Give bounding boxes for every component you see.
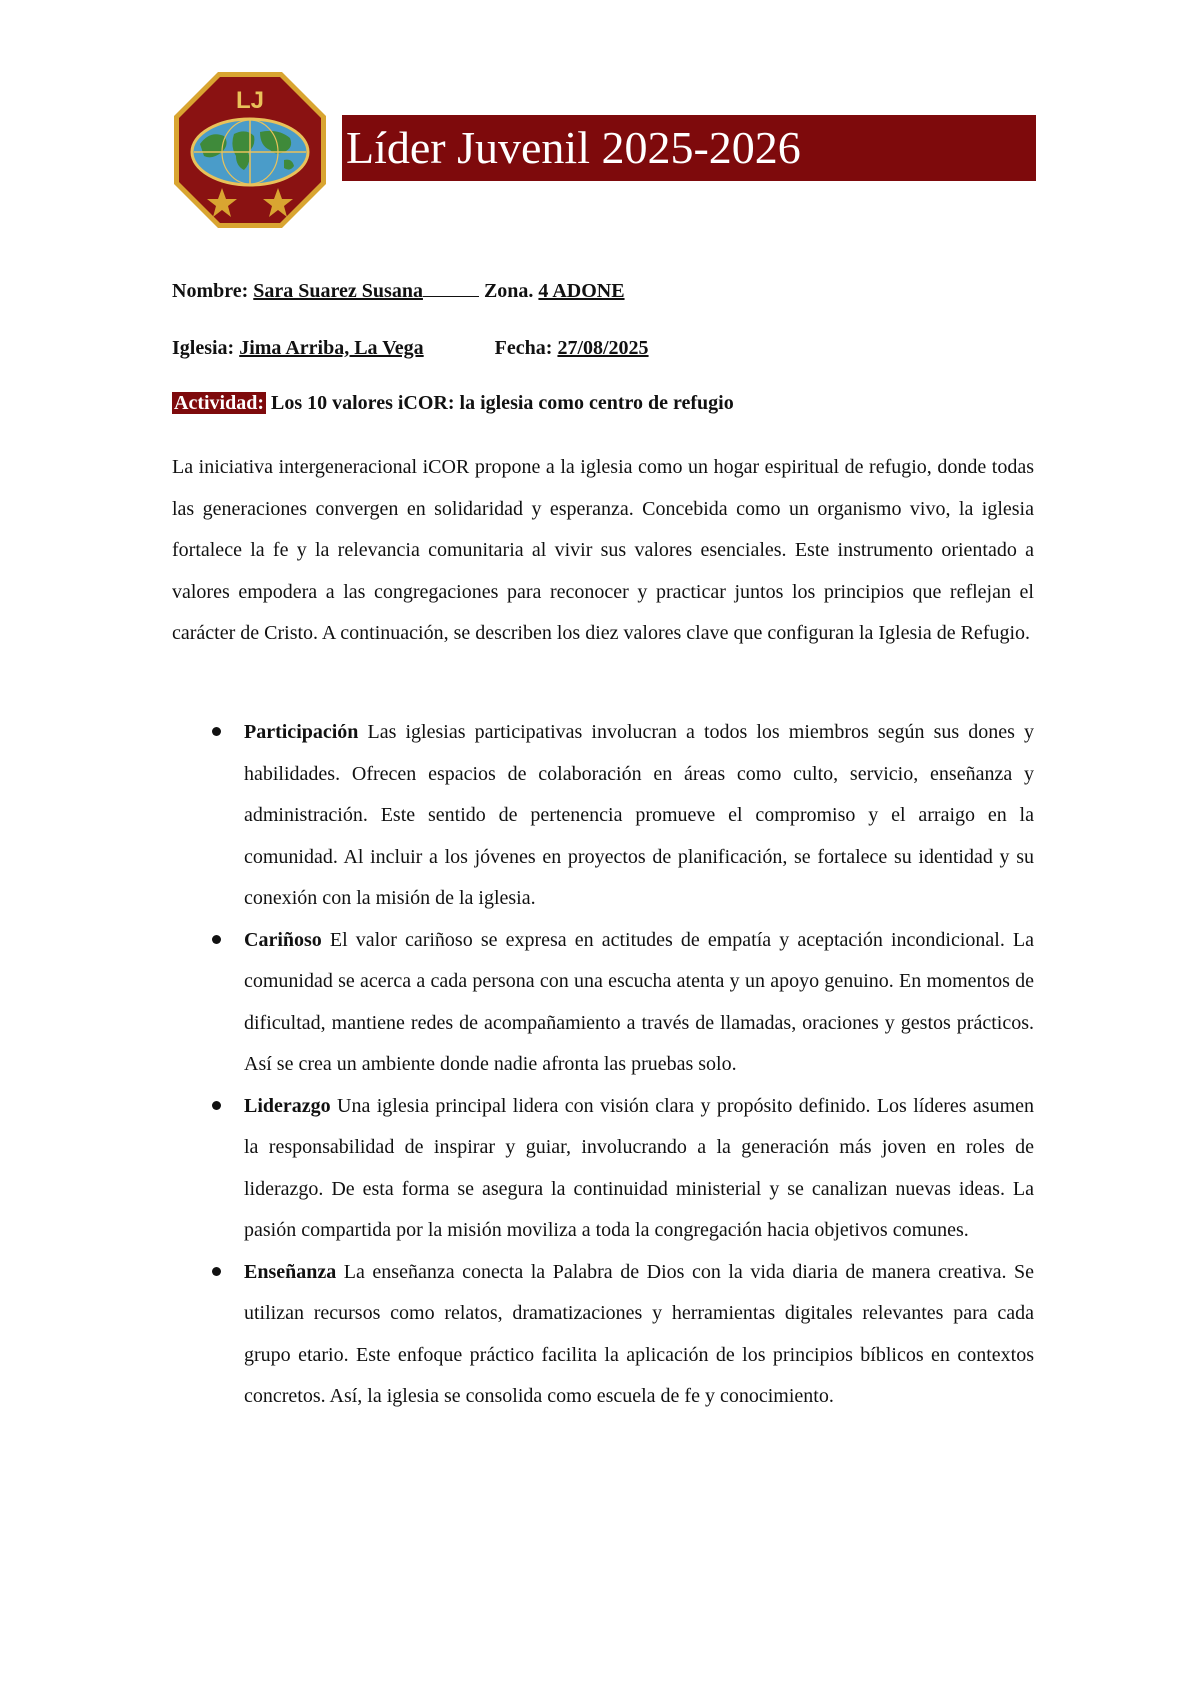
nombre-underline: [423, 278, 479, 297]
zona-value: 4 ADONE: [538, 280, 625, 302]
logo: [172, 70, 328, 230]
activity-line: [172, 392, 734, 415]
value-text: La enseñanza conecta la Palabra de Dios con la vida diaria de manera creativa. Se utilizan recursos como relatos, dramatizaciones y herramientas digitales relevantes para cada grupo etario. Este enfoque práctico facilita la aplicación de los principios bíblicos en contextos concretos. Así, la iglesia se consolida como escuela de fe y conocimiento.: [244, 1260, 1035, 1407]
value-term: Participación: [244, 721, 359, 743]
header-title: Líder Juvenil 2025-2026: [342, 115, 1036, 181]
value-text: Una iglesia principal lidera con visión clara y propósito definido. Los líderes asumen la responsabilidad de inspirar y guiar, involucrando a la generación más joven en roles de liderazgo. De esta forma se asegura la continuidad ministerial y se canalizan nuevas ideas. La pasión compartida por la misión moviliza a toda la congregación hacia objetivos comunes.: [244, 1094, 1035, 1241]
intro-paragraph: La iniciativa intergeneracional iCOR propone a la iglesia como un hogar espiritual de refugio, donde todas las generaciones convergen en solidaridad y esperanza. Concebida como un organismo vivo, la iglesia fortalece la fe y la relevancia comunitaria al vivir sus valores esenciales. Este instrumento orientado a valores empodera a las congregaciones para reconocer y practicar juntos los principios que reflejan el carácter de Cristo. A continuación, se describen los diez valores clave que configuran la Iglesia de Refugio.: [172, 456, 1034, 644]
bullet-icon: [212, 935, 221, 944]
fecha-value: 27/08/2025: [557, 337, 649, 359]
value-term: Enseñanza: [244, 1260, 337, 1283]
activity-title: Los 10 valores iCOR: la iglesia como centro de refugio: [271, 392, 734, 414]
bullet-icon: [212, 1267, 221, 1276]
list-item: [172, 1252, 1034, 1418]
value-term: Liderazgo: [244, 1094, 331, 1117]
iglesia-label: Iglesia:: [172, 337, 235, 359]
value-text: Las iglesias participativas involucran a todos los miembros según sus dones y habilidades. Ofrecen espacios de colaboración en áreas como culto, servicio, enseñanza y administración. Este sentido de pertenencia promueve el compromiso y el arraigo en la comunidad. Al incluir a los jóvenes en proyectos de planificación, se fortalece su identidad y su conexión con la misión de la iglesia.: [244, 721, 1035, 909]
church-date-row: [172, 337, 649, 360]
values-list: [172, 712, 1034, 1418]
iglesia-value: Jima Arriba, La Vega: [239, 337, 424, 359]
zona-label: Zona.: [483, 280, 534, 302]
list-item: [172, 712, 1034, 920]
bullet-icon: [212, 727, 221, 736]
bullet-icon: [212, 1101, 221, 1110]
nombre-label: Nombre:: [172, 280, 249, 302]
logo-text: LJ: [235, 87, 265, 114]
value-text: El valor cariñoso se expresa en actitudes de empatía y aceptación incondicional. La comunidad se acerca a cada persona con una escucha atenta y un apoyo genuino. En momentos de dificultad, mantiene redes de acompañamiento a través de llamadas, oraciones y gestos prácticos. Así se crea un ambiente donde nadie afronta las pruebas solo.: [244, 928, 1035, 1075]
nombre-value: Sara Suarez Susana: [253, 280, 423, 302]
name-zone-row: [172, 278, 625, 303]
list-item: [172, 920, 1034, 1086]
fecha-label: Fecha:: [494, 337, 553, 359]
activity-label: Actividad:: [174, 392, 264, 414]
value-term: Cariñoso: [244, 928, 322, 951]
lj-emblem-icon: [172, 70, 328, 230]
list-item: [172, 1086, 1034, 1252]
